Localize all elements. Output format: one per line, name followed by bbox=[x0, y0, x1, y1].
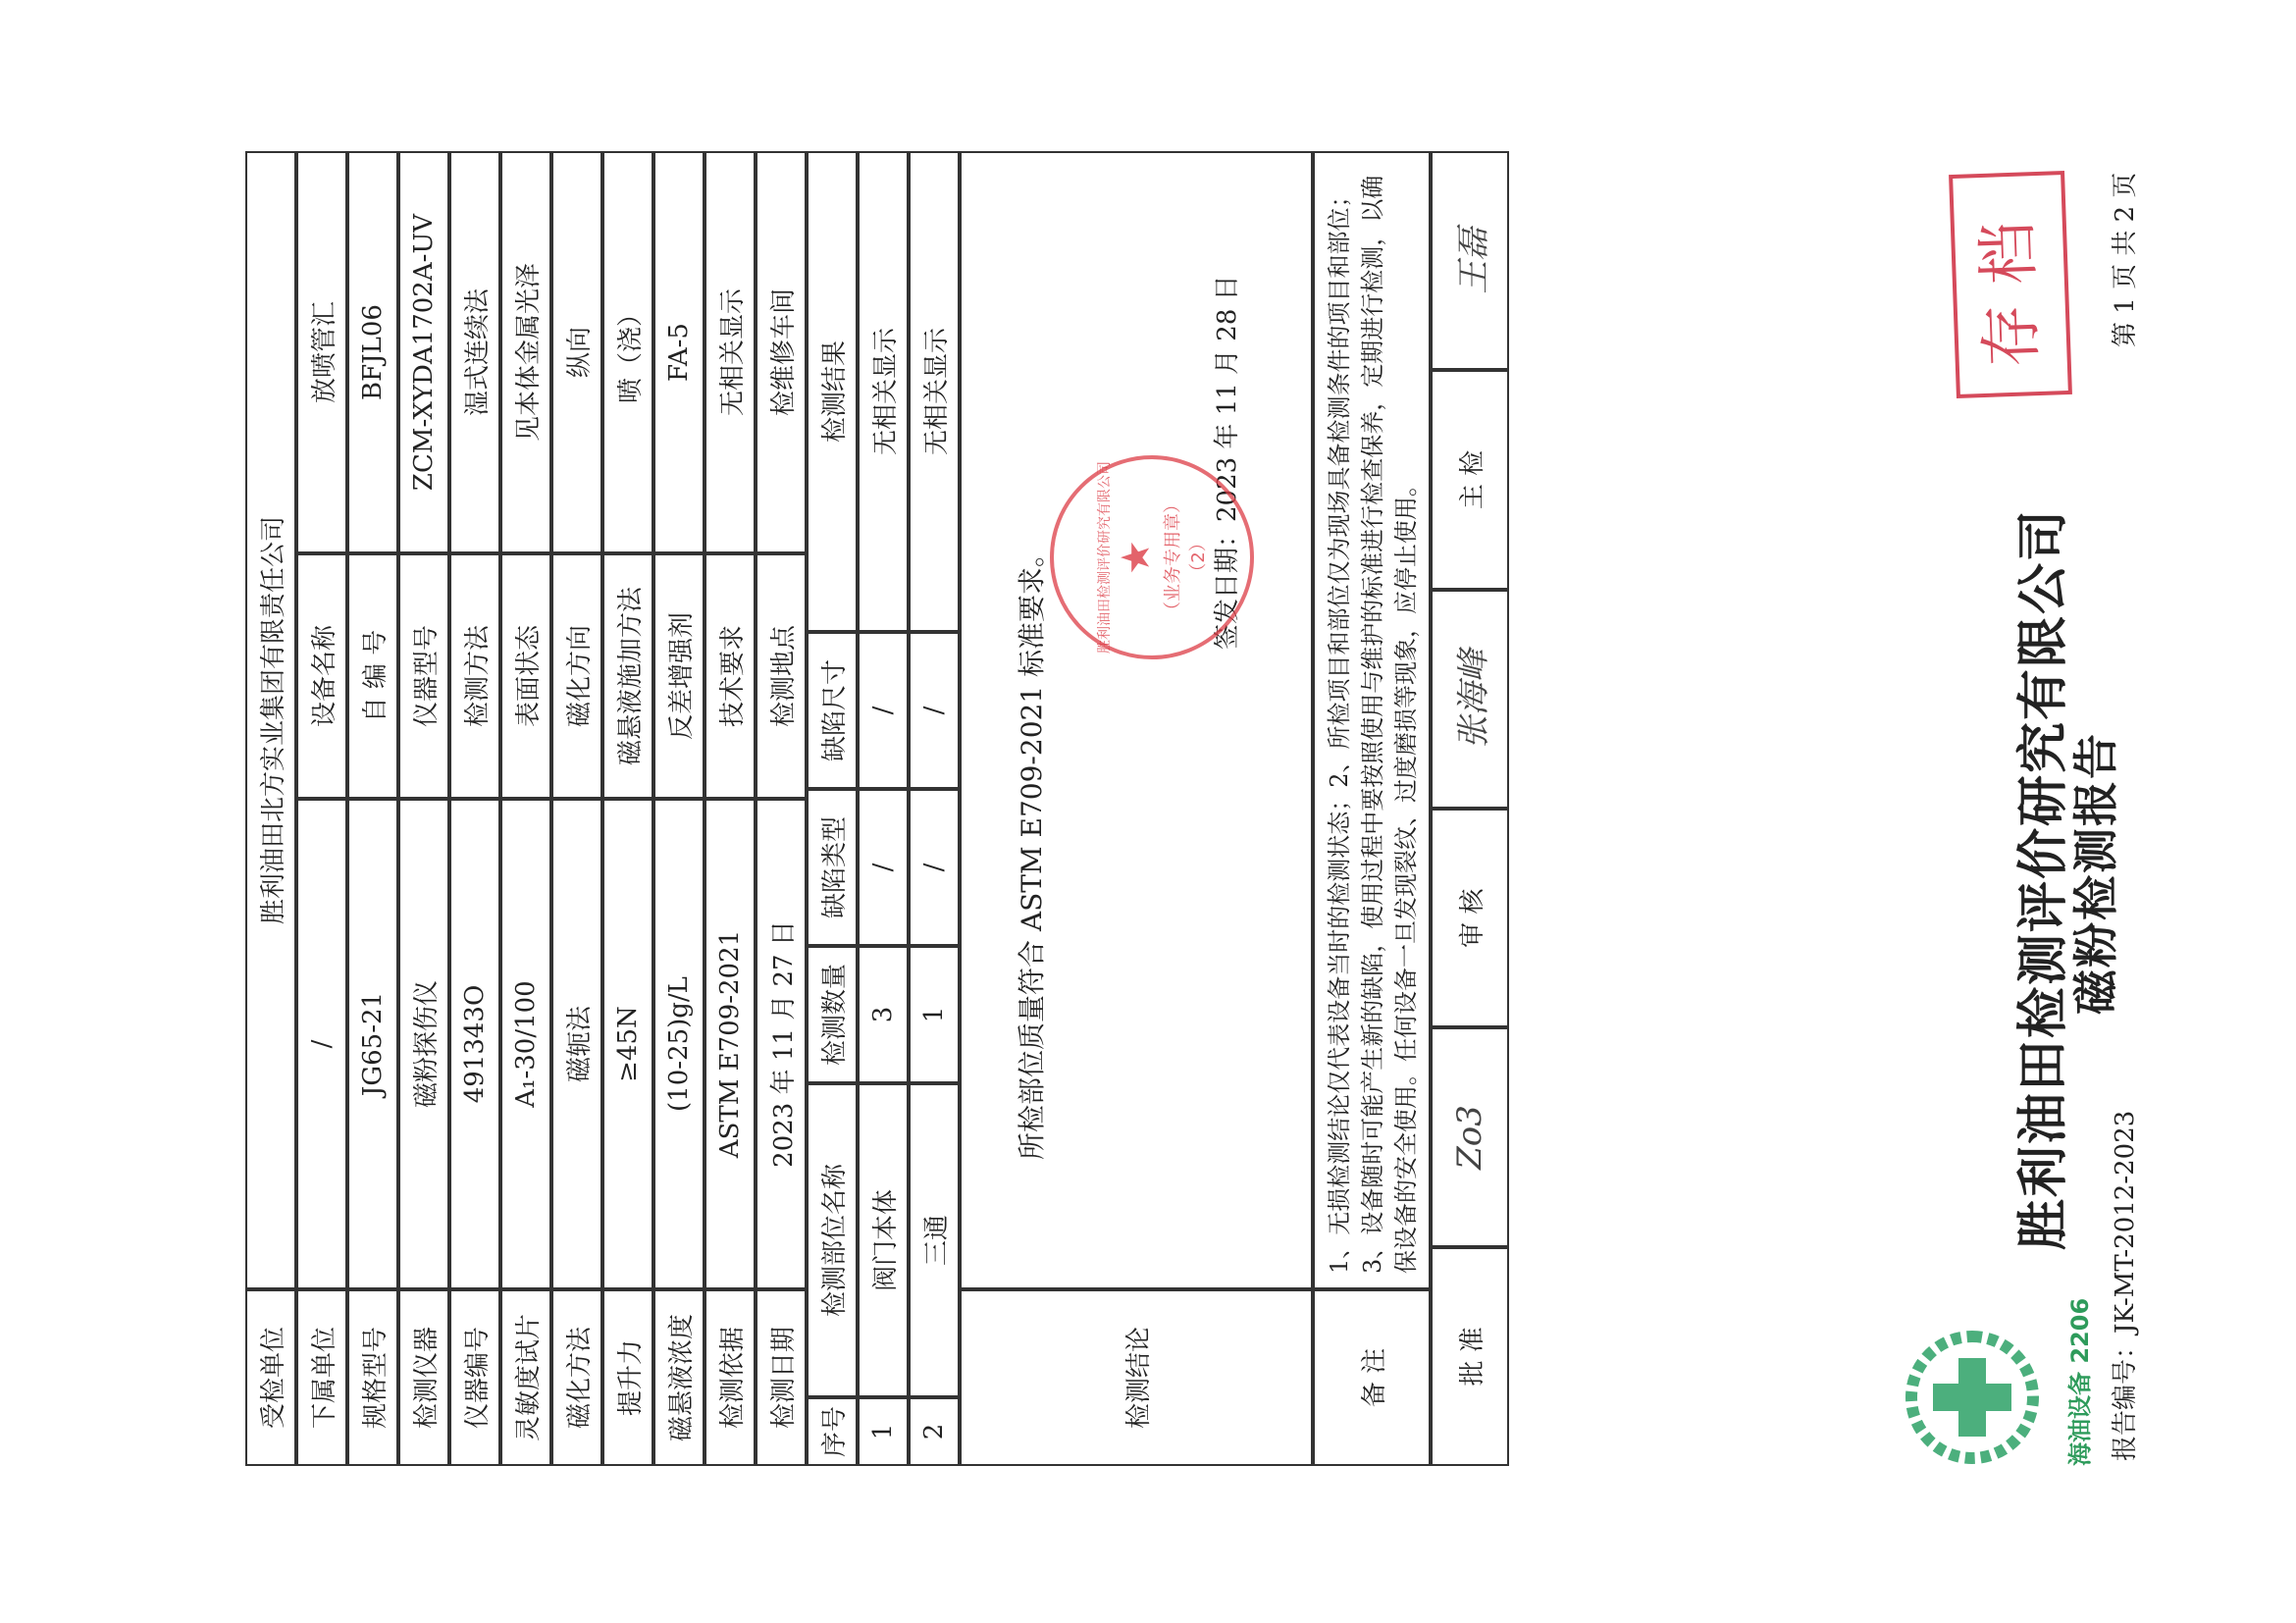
page-info: 第 1 页 共 2 页 bbox=[2111, 172, 2140, 347]
results-header: 检测部位名称 bbox=[807, 1083, 858, 1397]
info-label: 检测地点 bbox=[756, 553, 807, 799]
info-value: / bbox=[296, 799, 347, 1289]
approve-signature: Zo3 bbox=[1431, 1027, 1509, 1246]
info-label: 检测仪器 bbox=[398, 1289, 449, 1466]
seal-star-icon: ★ bbox=[1114, 540, 1159, 575]
info-label: 规格型号 bbox=[347, 1289, 398, 1466]
results-header: 序号 bbox=[807, 1397, 858, 1466]
info-label: 自 编 号 bbox=[347, 553, 398, 799]
info-label: 检测日期 bbox=[756, 1289, 807, 1466]
results-cell: 3 bbox=[858, 946, 909, 1083]
archive-stamp: 存档 bbox=[1949, 171, 2072, 398]
info-label: 受检单位 bbox=[245, 1289, 296, 1466]
info-value: 无相关显示 bbox=[704, 151, 756, 553]
results-cell: / bbox=[909, 632, 960, 789]
info-value: 2023 年 11 月 27 日 bbox=[756, 799, 807, 1289]
company-seal bbox=[1050, 455, 1254, 659]
info-label: 磁悬液浓度 bbox=[653, 1289, 704, 1466]
results-cell: 阀门本体 bbox=[858, 1083, 909, 1397]
review-label: 审 核 bbox=[1431, 809, 1509, 1027]
review-signature: 张海峰 bbox=[1431, 590, 1509, 809]
report-title: 磁粉检测报告 bbox=[2069, 732, 2122, 1015]
info-value: JG65-21 bbox=[347, 799, 398, 1289]
info-label: 磁悬液施加方法 bbox=[602, 553, 653, 799]
info-label: 技术要求 bbox=[704, 553, 756, 799]
info-label: 仪器型号 bbox=[398, 553, 449, 799]
info-label: 检测方法 bbox=[449, 553, 500, 799]
seal-name: 胜利油田检测评价研究有限公司 bbox=[1097, 461, 1113, 654]
report-number bbox=[2105, 1111, 2141, 1461]
info-value: ≥45N bbox=[602, 799, 653, 1289]
seal-subtitle: （业务专用章） bbox=[1163, 496, 1183, 619]
results-header: 检测数量 bbox=[807, 946, 858, 1083]
results-header: 缺陷类型 bbox=[807, 789, 858, 946]
info-value: ASTM E709-2021 bbox=[704, 799, 756, 1289]
info-label: 设备名称 bbox=[296, 553, 347, 799]
approve-label: 批 准 bbox=[1431, 1247, 1509, 1466]
info-label: 提升力 bbox=[602, 1289, 653, 1466]
results-cell: / bbox=[858, 632, 909, 789]
info-label: 反差增强剂 bbox=[653, 553, 704, 799]
results-cell: 三通 bbox=[909, 1083, 960, 1397]
results-cell: 2 bbox=[909, 1397, 960, 1466]
company-logo-icon bbox=[1894, 1319, 2051, 1476]
conclusion-box bbox=[960, 151, 1313, 1289]
report-number-value: JK-MT-2012-2023 bbox=[2111, 1110, 2140, 1334]
sign-date: 签发日期：2023 年 11 月 28 日 bbox=[1213, 275, 1242, 650]
results-cell: / bbox=[858, 789, 909, 946]
info-value: A₁-30/100 bbox=[500, 799, 551, 1289]
conclusion-label: 检测结论 bbox=[960, 1289, 1313, 1466]
company-name: 胜利油田检测评价研究有限公司 bbox=[2014, 507, 2073, 1250]
remarks-text: 1、无损检测结论仅代表设备当时的检测状态；2、所检项目和部位仅为现场具备检测条件的项目和部位；3、设备随时可能产生新的缺陷，使用过程中要按照使用与维护的标准进行检查保养，定期进行检测，以确保设备的安全使用。任何设备一旦发现裂纹、过度磨损等现象，应停止使用。 bbox=[1313, 151, 1431, 1289]
info-value: BFJL06 bbox=[347, 151, 398, 553]
info-value: 磁粉探伤仪 bbox=[398, 799, 449, 1289]
inspect-signature: 王磊 bbox=[1431, 151, 1509, 370]
results-cell: 无相关显示 bbox=[858, 151, 909, 632]
info-value: 放喷管汇 bbox=[296, 151, 347, 553]
seal-number: （2） bbox=[1188, 534, 1209, 581]
info-label: 表面状态 bbox=[500, 553, 551, 799]
info-value: FA-5 bbox=[653, 151, 704, 553]
info-value: ZCM-XYDA1702A-UV bbox=[398, 151, 449, 553]
info-label: 下属单位 bbox=[296, 1289, 347, 1466]
info-value: (10-25)g/L bbox=[653, 799, 704, 1289]
info-value: 喷（浇） bbox=[602, 151, 653, 553]
results-cell: / bbox=[909, 789, 960, 946]
results-header: 缺陷尺寸 bbox=[807, 632, 858, 789]
conclusion-text: 所检部位质量符合 ASTM E709-2021 标准要求。 bbox=[1016, 539, 1048, 1160]
results-header: 检测结果 bbox=[807, 151, 858, 632]
info-value: 胜利油田北方实业集团有限责任公司 bbox=[245, 151, 296, 1289]
info-value: 见本体金属光泽 bbox=[500, 151, 551, 553]
info-label: 灵敏度试片 bbox=[500, 1289, 551, 1466]
info-value: 纵向 bbox=[551, 151, 602, 553]
inspect-label: 主 检 bbox=[1431, 370, 1509, 589]
results-cell: 1 bbox=[858, 1397, 909, 1466]
info-label: 仪器编号 bbox=[449, 1289, 500, 1466]
info-value: 检维修车间 bbox=[756, 151, 807, 553]
info-value: 磁轭法 bbox=[551, 799, 602, 1289]
info-label: 磁化方法 bbox=[551, 1289, 602, 1466]
report-number-label: 报告编号： bbox=[2111, 1333, 2140, 1461]
info-value: 491343O bbox=[449, 799, 500, 1289]
info-label: 磁化方向 bbox=[551, 553, 602, 799]
info-label: 检测依据 bbox=[704, 1289, 756, 1466]
results-cell: 无相关显示 bbox=[909, 151, 960, 632]
results-cell: 1 bbox=[909, 946, 960, 1083]
info-value: 湿式连续法 bbox=[449, 151, 500, 553]
logo-caption: 海油设备 2206 bbox=[2066, 1297, 2094, 1466]
remarks-label: 备 注 bbox=[1313, 1289, 1431, 1466]
